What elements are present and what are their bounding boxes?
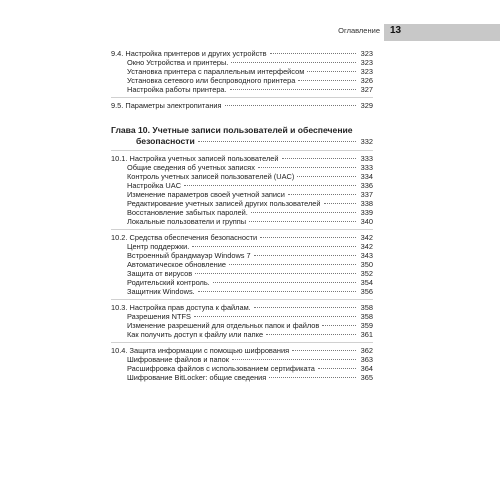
toc-entry xyxy=(111,217,373,226)
toc-entry-text: Шифрование BitLocker: общие сведения xyxy=(127,373,267,382)
toc-entry xyxy=(111,242,373,251)
toc-entry-page: 326 xyxy=(360,76,373,85)
dot-leader xyxy=(307,71,356,72)
toc-section-text: 10.4. Защита информации с помощью шифрования xyxy=(111,346,290,355)
dot-leader xyxy=(322,325,356,326)
toc-entry-text: Шифрование файлов и папок xyxy=(127,355,229,364)
toc-entry-text: Общие сведения об учетных записях xyxy=(127,163,255,172)
chapter-title-line2: безопасности xyxy=(136,136,195,146)
toc-entry-text: Как получить доступ к файлу или папке xyxy=(127,330,264,339)
toc-entry xyxy=(111,287,373,296)
toc-entry-page: 359 xyxy=(360,321,373,330)
toc-entry-text: Разрешения NTFS xyxy=(127,312,191,321)
dot-leader xyxy=(254,307,356,308)
dot-leader xyxy=(258,167,356,168)
toc-entry xyxy=(111,355,373,364)
toc-entry-page: 323 xyxy=(360,58,373,67)
toc-section-text: 10.3. Настройка прав доступа к файлам. xyxy=(111,303,251,312)
toc-entry-page: 356 xyxy=(360,287,373,296)
toc-entry-page: 340 xyxy=(360,217,373,226)
toc-entry xyxy=(111,330,373,339)
dot-leader xyxy=(292,350,356,351)
section-divider xyxy=(111,97,373,98)
dot-leader xyxy=(254,255,356,256)
dot-leader xyxy=(229,264,356,265)
chapter-title: Глава 10. Учетные записи пользователей и обеспечение xyxy=(111,125,353,135)
toc-entry xyxy=(111,76,373,85)
section-divider xyxy=(111,342,373,343)
toc-entry-page: 354 xyxy=(360,278,373,287)
toc-entry-text: Защитник Windows. xyxy=(127,287,195,296)
toc-entry-page: 337 xyxy=(360,190,373,199)
dot-leader xyxy=(213,282,356,283)
toc-entry-text: Установка принтера с параллельным интерфейсом xyxy=(127,67,305,76)
toc-entry-text: Контроль учетных записей пользователей (UAC) xyxy=(127,172,295,181)
toc-section xyxy=(111,233,373,242)
dot-leader xyxy=(288,194,356,195)
toc-entry-text: Восстановление забытых паролей. xyxy=(127,208,248,217)
dot-leader xyxy=(195,273,356,274)
dot-leader xyxy=(266,334,356,335)
toc-section-page: 333 xyxy=(360,154,373,163)
toc-entry-page: 339 xyxy=(360,208,373,217)
toc-section-text: 10.2. Средства обеспечения безопасности xyxy=(111,233,258,242)
dot-leader xyxy=(184,185,356,186)
toc-section-text: 9.4. Настройка принтеров и других устройств xyxy=(111,49,267,58)
toc-section-page: 358 xyxy=(360,303,373,312)
toc-entry xyxy=(111,181,373,190)
dot-leader xyxy=(270,53,356,54)
toc-section xyxy=(111,303,373,312)
toc-entry xyxy=(111,208,373,217)
page-header xyxy=(0,24,500,40)
toc-entry-text: Изменение разрешений для отдельных папок и файлов xyxy=(127,321,320,330)
toc-entry-page: 361 xyxy=(360,330,373,339)
toc-entry-text: Защита от вирусов xyxy=(127,269,193,278)
dot-leader xyxy=(297,176,356,177)
toc-entry-page: 363 xyxy=(360,355,373,364)
toc-entry xyxy=(111,251,373,260)
dot-leader xyxy=(251,212,356,213)
toc-entry xyxy=(111,321,373,330)
toc-entry xyxy=(111,190,373,199)
toc-entry xyxy=(111,269,373,278)
toc-entry-page: 333 xyxy=(360,163,373,172)
toc-section-text: 9.5. Параметры электропитания xyxy=(111,101,222,110)
toc-entry xyxy=(111,373,373,382)
dot-leader xyxy=(194,316,356,317)
toc-entry-page: 342 xyxy=(360,242,373,251)
toc-entry xyxy=(111,199,373,208)
toc-entry-text: Настройка работы принтера. xyxy=(127,85,227,94)
toc-entry-page: 327 xyxy=(360,85,373,94)
toc-entry-text: Расшифровка файлов с использованием сертификата xyxy=(127,364,315,373)
toc-section-page: 323 xyxy=(360,49,373,58)
toc-entry-text: Изменение параметров своей учетной записи xyxy=(127,190,285,199)
toc-entry-page: 352 xyxy=(360,269,373,278)
toc-entry xyxy=(111,58,373,67)
header-title: Оглавление xyxy=(338,26,380,35)
toc-entry xyxy=(111,278,373,287)
toc-entry-text: Установка сетевого или беспроводного принтера xyxy=(127,76,296,85)
page-number-bar xyxy=(384,24,500,41)
toc-entry xyxy=(111,67,373,76)
toc-entry-text: Автоматическое обновление xyxy=(127,260,226,269)
dot-leader xyxy=(298,80,356,81)
toc-entry-text: Встроенный брандмауэр Windows 7 xyxy=(127,251,251,260)
section-divider xyxy=(111,229,373,230)
toc-section-page: 329 xyxy=(360,101,373,110)
dot-leader xyxy=(225,105,356,106)
toc-entry-page: 334 xyxy=(360,172,373,181)
table-of-contents xyxy=(111,49,373,382)
dot-leader xyxy=(260,237,356,238)
toc-entry-text: Родительский контроль. xyxy=(127,278,210,287)
dot-leader xyxy=(198,141,356,142)
dot-leader xyxy=(324,203,356,204)
toc-section-page: 362 xyxy=(360,346,373,355)
toc-entry xyxy=(111,312,373,321)
toc-entry-page: 365 xyxy=(360,373,373,382)
section-divider xyxy=(111,150,373,151)
toc-entry-page: 338 xyxy=(360,199,373,208)
section-divider xyxy=(111,299,373,300)
dot-leader xyxy=(282,158,356,159)
toc-section-page: 342 xyxy=(360,233,373,242)
toc-section-text: 10.1. Настройка учетных записей пользователей xyxy=(111,154,279,163)
toc-entry-page: 358 xyxy=(360,312,373,321)
toc-section xyxy=(111,101,373,110)
toc-entry-page: 336 xyxy=(360,181,373,190)
dot-leader xyxy=(318,368,356,369)
dot-leader xyxy=(192,246,356,247)
toc-section xyxy=(111,346,373,355)
chapter-page: 332 xyxy=(360,137,373,146)
toc-entry-text: Редактирование учетных записей других пользователей xyxy=(127,199,321,208)
toc-entry-page: 350 xyxy=(360,260,373,269)
toc-section xyxy=(111,49,373,58)
toc-entry-page: 323 xyxy=(360,67,373,76)
toc-entry-page: 364 xyxy=(360,364,373,373)
toc-entry-text: Настройка UAC xyxy=(127,181,182,190)
page-number: 13 xyxy=(390,25,402,36)
dot-leader xyxy=(231,62,356,63)
dot-leader xyxy=(269,377,356,378)
toc-entry-text: Локальные пользователи и группы xyxy=(127,217,247,226)
toc-entry-text: Центр поддержки. xyxy=(127,242,190,251)
chapter-title-row xyxy=(111,136,373,147)
dot-leader xyxy=(230,89,356,90)
toc-entry xyxy=(111,260,373,269)
toc-section xyxy=(111,154,373,163)
dot-leader xyxy=(198,291,356,292)
toc-entry xyxy=(111,85,373,94)
toc-entry-text: Окно Устройства и принтеры. xyxy=(127,58,229,67)
dot-leader xyxy=(232,359,356,360)
toc-entry xyxy=(111,172,373,181)
toc-entry-page: 343 xyxy=(360,251,373,260)
dot-leader xyxy=(249,221,356,222)
toc-entry xyxy=(111,163,373,172)
toc-entry xyxy=(111,364,373,373)
